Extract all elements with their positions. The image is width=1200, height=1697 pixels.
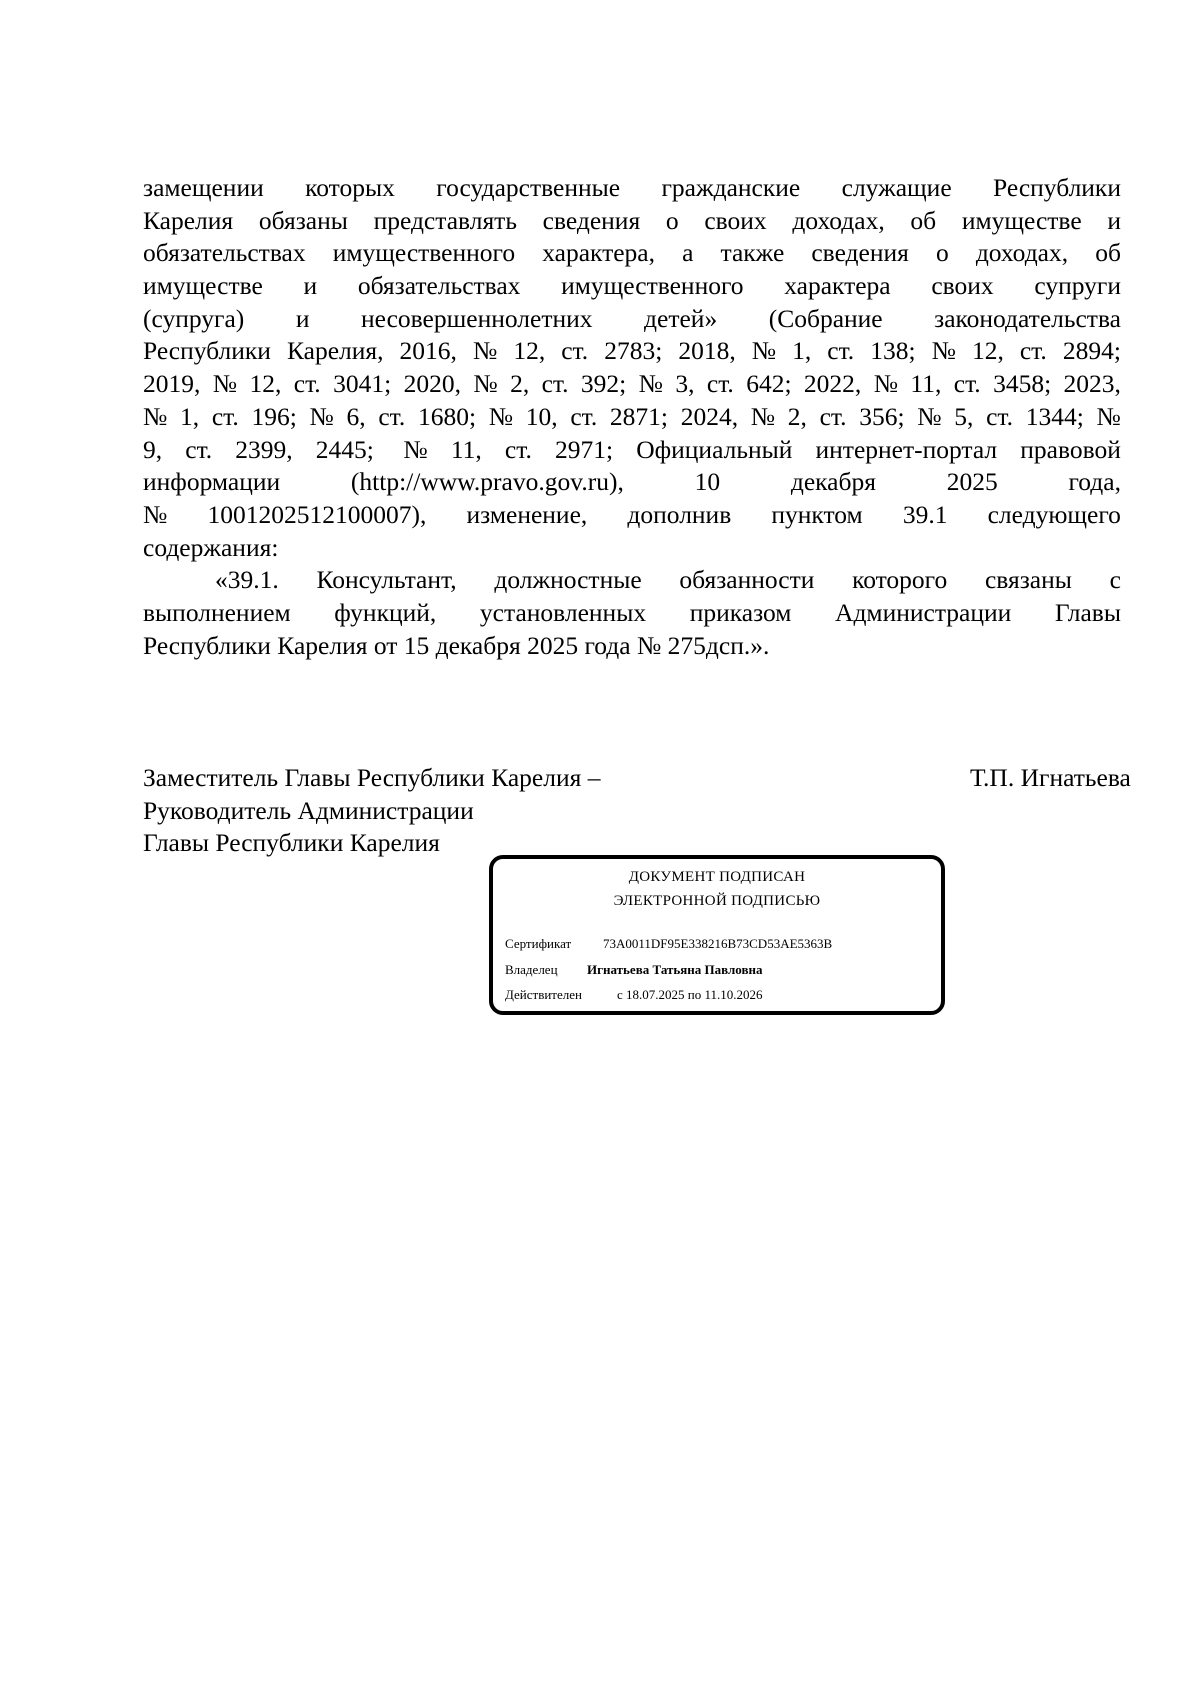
word: 2, <box>787 401 807 431</box>
word: № <box>1096 401 1121 431</box>
signatory-position-line: Главы Республики Карелия <box>143 828 440 857</box>
word: детей» <box>644 303 718 333</box>
word: с <box>1109 565 1121 595</box>
word: 138; <box>870 336 916 366</box>
word: функций, <box>334 597 437 627</box>
word: № <box>472 336 498 366</box>
word: сведения <box>542 205 641 235</box>
word: № <box>917 401 942 431</box>
word: своих <box>704 205 767 235</box>
paragraph-line <box>143 172 1121 205</box>
word: 392; <box>580 369 627 399</box>
stamp-certificate-label: Сертификат <box>505 936 572 951</box>
word: № <box>750 401 776 431</box>
stamp-valid-label: Действителен <box>505 987 582 1002</box>
word: 2871; <box>609 401 669 431</box>
word: о <box>665 205 679 235</box>
word: должностные <box>494 565 642 595</box>
signatory-position-line: Руководитель Администрации <box>143 795 474 825</box>
paragraph-line <box>143 303 1121 336</box>
word: Официальный <box>636 434 793 464</box>
word: 2894; <box>1062 336 1121 366</box>
paragraph-last-line <box>143 532 1121 565</box>
word: 2016, <box>399 336 457 366</box>
quote-line <box>143 564 1121 597</box>
word: 2024, <box>680 401 739 431</box>
word: 356; <box>859 401 905 431</box>
word: и <box>303 271 318 301</box>
word: выполнением <box>143 597 291 627</box>
word: 10 <box>694 467 721 497</box>
word: № <box>638 369 663 399</box>
paragraph-line <box>143 466 1121 499</box>
word: имущественного <box>561 271 744 301</box>
stamp-title-line-2: ЭЛЕКТРОННОЙ ПОДПИСЬЮ <box>613 893 821 909</box>
stamp-owner-row <box>505 962 762 978</box>
word: характера <box>784 271 891 301</box>
word: имуществе <box>961 205 1082 235</box>
word: служащие <box>841 173 952 202</box>
word: 11, <box>910 369 942 399</box>
word: № <box>143 401 168 431</box>
word: 1, <box>792 336 812 366</box>
word: № <box>309 401 334 431</box>
word: имуществе <box>143 271 263 301</box>
signatory-position-line: Заместитель Главы Республики Карелия – <box>143 763 601 792</box>
word: 39.1 <box>902 499 948 529</box>
quote-lines <box>143 564 1121 629</box>
paragraph-line <box>143 499 1121 532</box>
word: ст. <box>953 369 981 399</box>
word: обязательствах <box>143 238 306 268</box>
quote-last-line <box>143 630 1121 663</box>
quote-line <box>143 597 1121 630</box>
word: приказом <box>689 597 792 627</box>
word: 2783; <box>604 336 663 366</box>
electronic-signature-stamp <box>489 855 945 1015</box>
word: 11, <box>450 434 482 464</box>
word: ст. <box>541 369 569 399</box>
word: ст. <box>819 401 847 431</box>
quote-last-line-text: Республики Карелия от 15 декабря 2025 года № 275дсп.». <box>143 630 770 660</box>
paragraph-line <box>143 205 1121 238</box>
word: которого <box>852 565 948 595</box>
word: Консультант, <box>316 565 457 595</box>
word: «39.1. <box>215 565 279 595</box>
word: (Собрание <box>768 303 883 333</box>
word: ст. <box>986 401 1014 431</box>
word: и <box>295 303 310 333</box>
stamp-title-line-1: ДОКУМЕНТ ПОДПИСАН <box>628 869 806 885</box>
paragraph-line <box>143 335 1121 368</box>
word: № <box>212 369 238 399</box>
word: 1001202512100007), <box>207 499 427 529</box>
paragraph-line <box>143 368 1121 401</box>
word: доходах, <box>792 205 885 235</box>
paragraph-line <box>143 270 1121 303</box>
stamp-valid-row <box>505 987 763 1003</box>
word: ст. <box>378 401 406 431</box>
word: замещении <box>143 173 264 202</box>
word: 9, <box>143 434 163 464</box>
word: № <box>397 434 428 464</box>
word: Республики <box>143 336 271 366</box>
word: 12, <box>513 336 546 366</box>
stamp-owner-label: Владелец <box>505 962 558 977</box>
word: 2022, <box>803 369 862 399</box>
word: пунктом <box>771 499 863 529</box>
signatory-position <box>143 762 600 860</box>
word: государственные <box>436 173 621 202</box>
word: ст. <box>570 401 598 431</box>
paragraph-lines <box>143 172 1121 532</box>
word: представлять <box>373 205 517 235</box>
word: также <box>720 238 785 268</box>
word: 12, <box>971 336 1004 366</box>
word: супруги <box>1034 271 1121 301</box>
stamp-certificate-row <box>505 936 832 952</box>
word: 10, <box>525 401 558 431</box>
word: 196; <box>251 401 297 431</box>
word: 2019, <box>143 369 201 399</box>
word: ст. <box>561 336 589 366</box>
word: 2971; <box>554 434 614 464</box>
word: характера, <box>542 238 655 268</box>
paragraph-line <box>143 401 1121 434</box>
word: 2020, <box>403 369 461 399</box>
word: об <box>910 205 937 235</box>
stamp-owner-value: Игнатьева Татьяна Павловна <box>587 962 763 977</box>
word: интернет-портал <box>815 434 998 464</box>
word: обязаны <box>258 205 348 235</box>
word: 642; <box>746 369 792 399</box>
word: законодательства <box>934 303 1121 333</box>
word: доходах, <box>975 238 1069 268</box>
word: установленных <box>479 597 647 627</box>
word: ст. <box>1019 336 1047 366</box>
word: Главы <box>1054 597 1121 627</box>
word: изменение, <box>466 499 588 529</box>
word: 2, <box>510 369 530 399</box>
document-body <box>143 172 1121 662</box>
word: 2445; <box>315 434 374 464</box>
signatory-name: Т.П. Игнатьева <box>970 763 1131 792</box>
word: (супруга) <box>143 303 245 333</box>
word: и <box>1107 205 1121 235</box>
word: 1, <box>180 401 200 431</box>
word: 1344; <box>1025 401 1084 431</box>
word: ст. <box>827 336 855 366</box>
word: Республики <box>993 173 1121 202</box>
word: 6, <box>346 401 366 431</box>
word: № <box>751 336 777 366</box>
word: имущественного <box>332 238 516 268</box>
word: 2018, <box>678 336 736 366</box>
word: Карелия <box>143 205 234 235</box>
word: своих <box>931 271 994 301</box>
paragraph-line <box>143 434 1121 467</box>
word: № <box>473 369 498 399</box>
word: а <box>682 238 694 268</box>
word: 1680; <box>417 401 477 431</box>
word: следующего <box>987 499 1121 529</box>
word: 2025 <box>946 467 998 497</box>
word: о <box>935 238 949 268</box>
word: 5, <box>954 401 974 431</box>
word: которых <box>305 173 395 202</box>
word: ст. <box>293 369 321 399</box>
word: обязательствах <box>357 271 521 301</box>
word: Карелия, <box>286 336 384 366</box>
word: обязанности <box>679 565 815 595</box>
paragraph-last-line-text: содержания: <box>143 532 279 562</box>
word: года, <box>1068 467 1121 497</box>
stamp-valid-value: с 18.07.2025 по 11.10.2026 <box>617 987 763 1002</box>
word: ст. <box>504 434 532 464</box>
word: (http://www.pravo.gov.ru), <box>350 467 624 497</box>
word: ст. <box>211 401 239 431</box>
stamp-certificate-value: 73A0011DF95E338216B73CD53AE5363B <box>603 936 833 951</box>
word: 2399, <box>235 434 293 464</box>
word: № <box>873 369 899 399</box>
paragraph-line <box>143 237 1121 270</box>
word: Администрации <box>835 597 1012 627</box>
word: 2023, <box>1063 369 1121 399</box>
word: об <box>1095 238 1121 268</box>
word: информации <box>143 467 281 497</box>
word: 3458; <box>993 369 1052 399</box>
word: 3041; <box>333 369 392 399</box>
word: связаны <box>984 565 1072 595</box>
word: гражданские <box>661 173 801 202</box>
word: ст. <box>706 369 734 399</box>
word: № <box>488 401 514 431</box>
word: № <box>143 499 168 529</box>
word: декабря <box>790 467 876 497</box>
word: № <box>931 336 956 366</box>
word: 3, <box>675 369 695 399</box>
word: правовой <box>1020 434 1121 464</box>
word: сведения <box>811 238 909 268</box>
word: 12, <box>249 369 282 399</box>
word: ст. <box>185 434 213 464</box>
word: несовершеннолетних <box>361 303 593 333</box>
word: дополнив <box>627 499 732 529</box>
